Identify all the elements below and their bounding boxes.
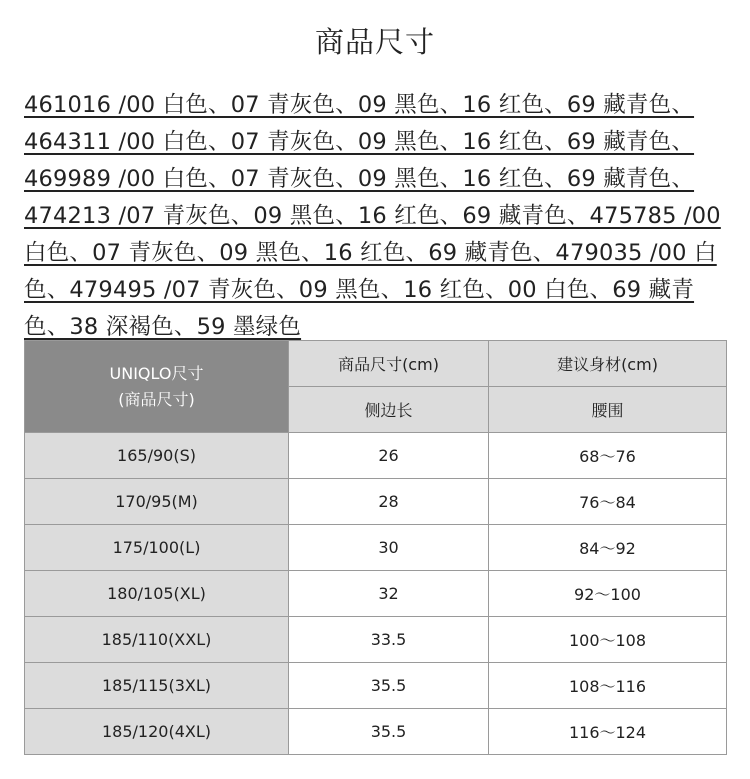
table-row [25, 709, 727, 755]
product-code-line[interactable]: 474213 /07 青灰色、09 黑色、16 红色、69 藏青色、475785 /00 [24, 203, 721, 229]
table-row [25, 571, 727, 617]
size-header-line1: UNIQLO尺寸 [109, 363, 204, 383]
side-length-cell: 32 [289, 571, 489, 617]
table-row [25, 617, 727, 663]
size-column-header [25, 341, 289, 433]
side-length-cell: 35.5 [289, 709, 489, 755]
product-size-header: 商品尺寸(cm) [289, 341, 489, 387]
size-cell: 185/120(4XL) [25, 709, 289, 755]
table-row [25, 479, 727, 525]
side-length-cell: 35.5 [289, 663, 489, 709]
size-cell: 165/90(S) [25, 433, 289, 479]
waist-cell: 100～108 [489, 617, 727, 663]
product-code-line[interactable]: 色、479495 /07 青灰色、09 黑色、16 红色、00 白色、69 藏青 [24, 277, 695, 303]
product-code-line[interactable]: 464311 /00 白色、07 青灰色、09 黑色、16 红色、69 藏青色、 [24, 129, 695, 155]
product-code-list [24, 90, 728, 349]
side-length-header: 侧边长 [289, 387, 489, 433]
side-length-cell: 26 [289, 433, 489, 479]
waist-cell: 76～84 [489, 479, 727, 525]
waist-header: 腰围 [489, 387, 727, 433]
side-length-cell: 33.5 [289, 617, 489, 663]
waist-cell: 108～116 [489, 663, 727, 709]
waist-cell: 92～100 [489, 571, 727, 617]
table-row [25, 433, 727, 479]
waist-cell: 84～92 [489, 525, 727, 571]
size-cell: 175/100(L) [25, 525, 289, 571]
product-code-line[interactable]: 白色、07 青灰色、09 黑色、16 红色、69 藏青色、479035 /00 白 [24, 240, 717, 266]
size-cell: 185/115(3XL) [25, 663, 289, 709]
table-row [25, 663, 727, 709]
side-length-cell: 30 [289, 525, 489, 571]
size-cell: 185/110(XXL) [25, 617, 289, 663]
waist-cell: 68～76 [489, 433, 727, 479]
size-cell: 180/105(XL) [25, 571, 289, 617]
waist-cell: 116～124 [489, 709, 727, 755]
size-header-line2: (商品尺寸) [118, 389, 195, 409]
table-row [25, 525, 727, 571]
table-header-row [25, 341, 727, 387]
product-code-line[interactable]: 色、38 深褐色、59 墨绿色 [24, 314, 302, 340]
side-length-cell: 28 [289, 479, 489, 525]
page-title: 商品尺寸 [314, 25, 435, 59]
body-size-header: 建议身材(cm) [489, 341, 727, 387]
product-code-line[interactable]: 469989 /00 白色、07 青灰色、09 黑色、16 红色、69 藏青色、 [24, 166, 695, 192]
size-table [24, 340, 727, 755]
product-code-line[interactable]: 461016 /00 白色、07 青灰色、09 黑色、16 红色、69 藏青色、 [24, 92, 695, 118]
size-cell: 170/95(M) [25, 479, 289, 525]
